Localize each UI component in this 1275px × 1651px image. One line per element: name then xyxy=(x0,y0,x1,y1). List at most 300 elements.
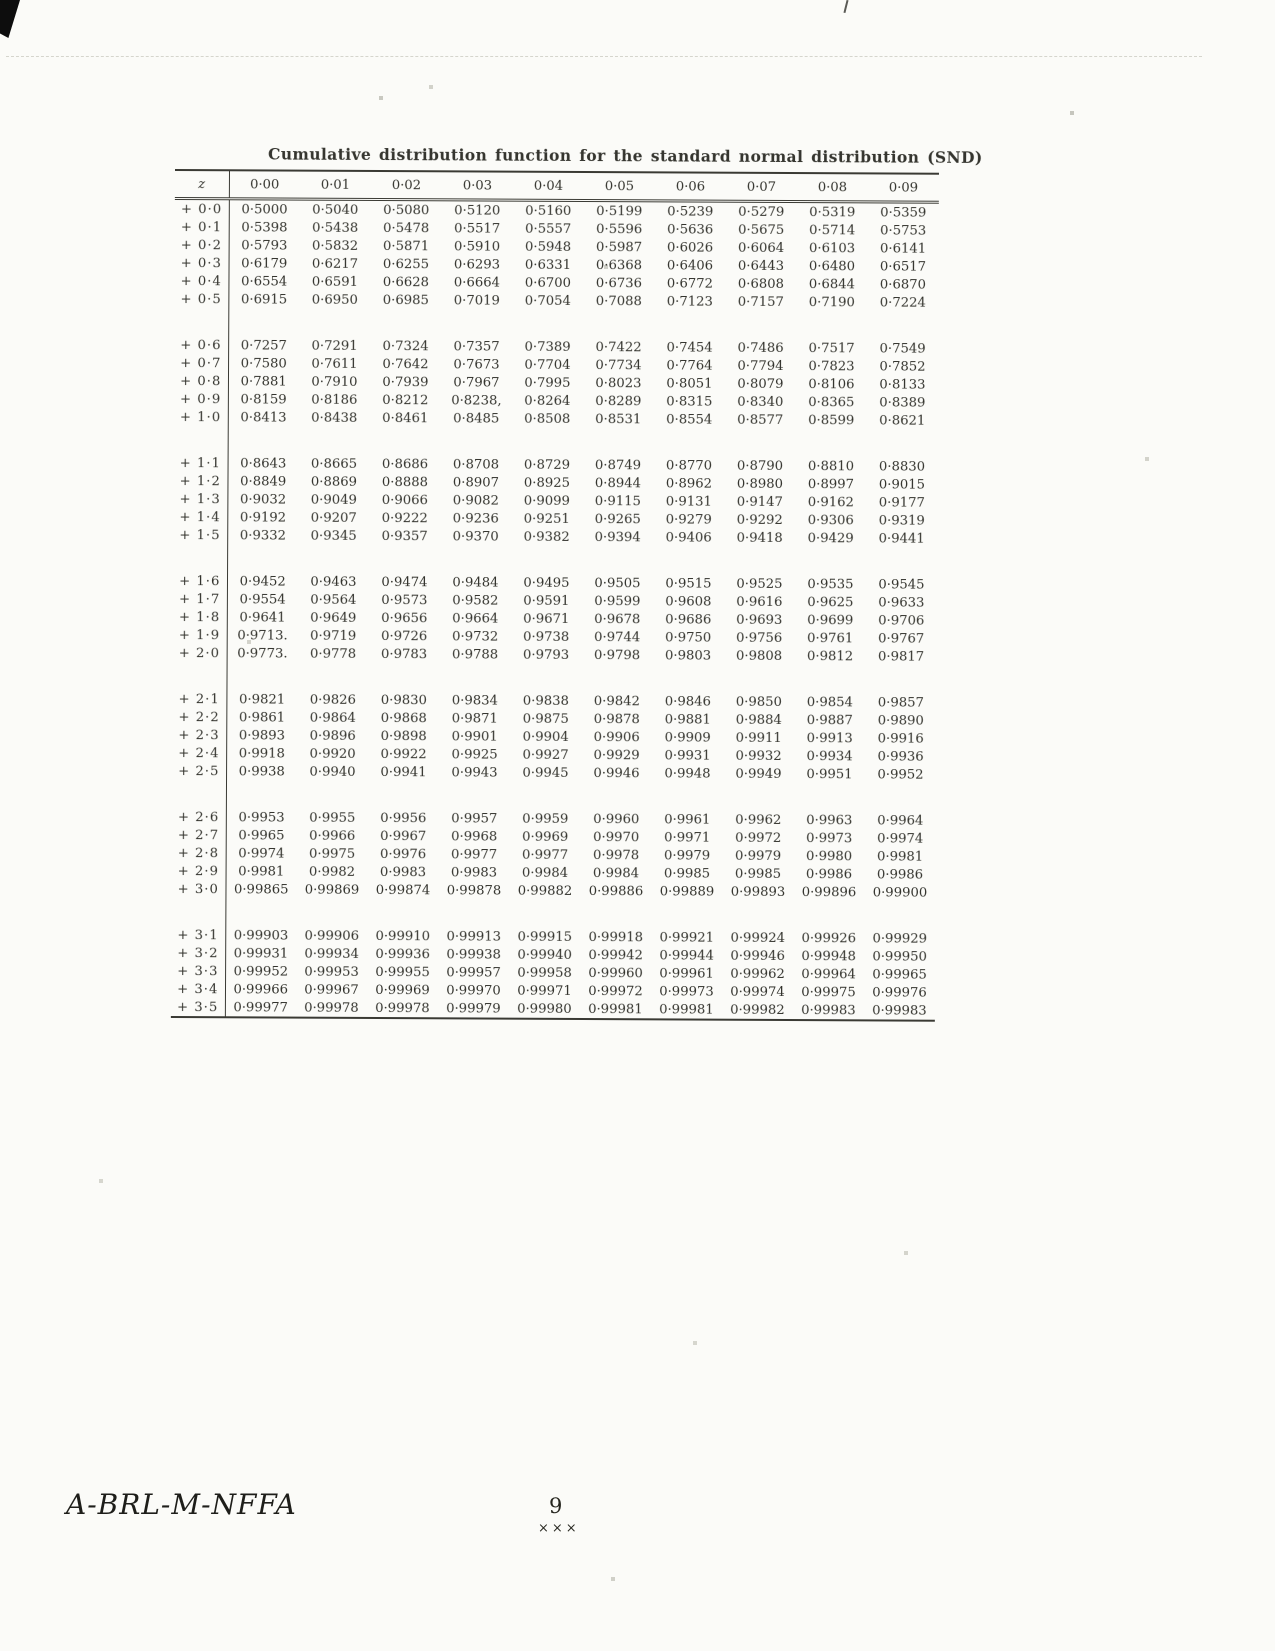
table-cell: 0·7910 xyxy=(311,374,358,390)
row-label-z: + 0·0 xyxy=(175,198,229,218)
table-title: Cumulative distribution function for the standard normal distribution (SND) xyxy=(268,144,983,167)
row-label-z: + 0·5 xyxy=(174,290,228,308)
table-cell: 0·9452 xyxy=(239,573,286,590)
table-cell: 0·5793 xyxy=(241,237,288,254)
table-cell: 0·8729 xyxy=(523,457,571,473)
table-cell: 0·9878 xyxy=(593,711,640,727)
table-cell: 0·9864 xyxy=(309,710,356,726)
table-cell: 0·8413 xyxy=(240,409,287,426)
table-cell: 0·9986 xyxy=(876,866,924,883)
table-cell: 0·9952 xyxy=(877,766,924,783)
table-cell: 0·99921 xyxy=(659,929,715,946)
column-header: 0·01 xyxy=(300,171,371,200)
table-cell: 0·9693 xyxy=(736,612,783,628)
table-cell: 0·9961 xyxy=(664,811,711,828)
table-cell: 0·7190 xyxy=(808,294,855,310)
row-label-z: + 1·7 xyxy=(173,590,227,608)
table-cell: 0·6443 xyxy=(737,258,785,274)
table-cell: 0·9948 xyxy=(664,765,711,782)
table-cell: 0·9951 xyxy=(806,766,853,782)
table-cell: 0·9986 xyxy=(805,866,853,882)
table-cell: 0·9573 xyxy=(381,592,428,608)
table-cell: 0·99978 xyxy=(296,999,367,1018)
table-cell: 0·5319 xyxy=(809,204,856,220)
table-cell: 0·9750 xyxy=(665,629,712,646)
table-cell: 0·9976 xyxy=(380,846,427,862)
table-cell: 0·9015 xyxy=(878,476,926,493)
row-label-z: + 1·1 xyxy=(174,454,228,472)
table-cell: 0·9868 xyxy=(380,710,427,726)
table-cell: 0·9846 xyxy=(664,693,712,710)
table-cell: 0·5478 xyxy=(383,220,430,236)
table-cell: 0·9265 xyxy=(594,511,641,527)
table-cell: 0·8461 xyxy=(382,410,429,426)
table-cell: 0·99970 xyxy=(446,982,501,999)
table-cell: 0·99882 xyxy=(517,883,573,899)
table-cell: 0·9834 xyxy=(451,692,499,709)
table-cell: 0·9406 xyxy=(665,529,712,546)
table-cell: 0·99950 xyxy=(872,948,927,965)
table-cell: 0·9177 xyxy=(878,494,925,511)
table-cell: 0·9394 xyxy=(594,529,641,545)
table-cell: 0·8238, xyxy=(451,392,502,409)
table-cell: 0·9699 xyxy=(807,612,854,628)
table-cell: 0·7794 xyxy=(737,358,784,374)
column-header: 0·02 xyxy=(371,171,442,200)
table-cell: 0·8023 xyxy=(595,375,642,391)
table-cell: 0·6808 xyxy=(737,276,785,292)
column-header: z xyxy=(175,170,229,199)
table-cell: 0·9719 xyxy=(310,628,357,644)
table-cell: 0·9938 xyxy=(238,763,285,780)
row-label-z: + 3·4 xyxy=(171,980,225,998)
table-cell: 0·7088 xyxy=(595,293,642,309)
table-cell: 0·99940 xyxy=(517,947,572,963)
table-cell: 0·9946 xyxy=(593,765,640,781)
table-cell: 0·6293 xyxy=(453,256,501,273)
table-cell: 0·6026 xyxy=(667,239,714,256)
table-cell: 0·9671 xyxy=(523,611,570,627)
footer-mark: ××× xyxy=(538,1521,580,1536)
table-cell: 0·9929 xyxy=(593,747,640,763)
table-cell: 0·7054 xyxy=(524,293,571,309)
table-cell: 0·99982 xyxy=(722,1001,793,1020)
row-label-z: + 1·3 xyxy=(173,490,227,508)
table-cell: 0·9783 xyxy=(381,646,428,662)
table-cell: 0·8577 xyxy=(737,412,784,428)
table-cell: 0·8289 xyxy=(595,393,642,409)
row-label-z: + 0·9 xyxy=(174,390,228,408)
table-cell: 0·7642 xyxy=(382,356,429,372)
table-cell: 0·9292 xyxy=(736,512,783,528)
table-cell: 0·8264 xyxy=(524,393,571,409)
table-cell: 0·9484 xyxy=(452,574,499,591)
table-cell: 0·8888 xyxy=(381,474,429,490)
table-cell: 0·9922 xyxy=(380,746,427,762)
table-cell: 0·8665 xyxy=(310,456,358,472)
table-cell: 0·9706 xyxy=(878,612,925,629)
table-cell: 0·99981 xyxy=(580,1000,651,1019)
table-cell: 0·9971 xyxy=(664,829,711,846)
table-cell: 0·99924 xyxy=(730,930,786,946)
table-cell: 0·6103 xyxy=(809,240,856,256)
table-cell: 0·7123 xyxy=(666,293,713,310)
table-cell: 0·9808 xyxy=(736,648,783,664)
table-cell: 0·9983 xyxy=(379,864,427,880)
table-cell: 0·7549 xyxy=(879,340,926,357)
table-cell: 0·6870 xyxy=(879,276,927,293)
table-cell: 0·9767 xyxy=(878,630,925,647)
table-cell: 0·6554 xyxy=(241,273,288,290)
table-cell: 0·9505 xyxy=(594,575,641,591)
table-cell: 0·99980 xyxy=(509,1000,580,1019)
table-cell: 0·99979 xyxy=(438,999,509,1018)
table-cell: 0·8315 xyxy=(666,393,713,410)
table-cell: 0·9934 xyxy=(806,748,853,764)
table-cell: 0·9649 xyxy=(310,610,357,626)
table-cell: 0·99938 xyxy=(446,946,501,963)
table-cell: 0·7324 xyxy=(382,338,429,354)
table-cell: 0·9962 xyxy=(735,812,782,828)
table-cell: 0·99955 xyxy=(375,964,430,980)
table-cell: 0·9909 xyxy=(664,729,711,746)
table-cell: 0·6915 xyxy=(241,291,288,308)
table-cell: 0·99889 xyxy=(659,883,715,900)
table-cell: 0·8810 xyxy=(807,458,855,474)
table-cell: 0·99966 xyxy=(233,981,289,998)
row-label-z: + 0·1 xyxy=(175,218,229,236)
table-cell: 0·7967 xyxy=(453,374,500,391)
table-cell: 0·99969 xyxy=(375,982,430,998)
table-cell: 0·9861 xyxy=(238,709,286,726)
table-cell: 0·99910 xyxy=(375,928,431,944)
table-cell: 0·5557 xyxy=(525,221,572,237)
table-cell: 0·99983 xyxy=(793,1001,864,1020)
table-cell: 0·99913 xyxy=(446,928,502,945)
table-cell: 0·9884 xyxy=(735,712,782,728)
table-cell: 0·7389 xyxy=(524,339,571,355)
table-header xyxy=(175,170,939,202)
table-cell: 0·9966 xyxy=(309,828,356,844)
column-header: 0·07 xyxy=(726,173,797,202)
table-cell: 0·8643 xyxy=(240,455,287,472)
row-label-z: + 3·1 xyxy=(171,926,225,944)
table-cell: 0·99978 xyxy=(367,999,438,1018)
table-cell: 0·5359 xyxy=(880,204,927,221)
table-cell: 0·9793 xyxy=(523,647,570,663)
row-label-z: + 1·2 xyxy=(173,472,227,490)
table-cell: 0·9713. xyxy=(237,627,288,644)
table-cell: 0·9916 xyxy=(877,730,924,747)
table-cell: 0·99958 xyxy=(517,965,572,981)
group-spacer xyxy=(172,780,936,812)
table-cell: 0·99948 xyxy=(801,948,856,964)
table-cell: 0·9979 xyxy=(664,847,711,864)
table-cell: 0·5279 xyxy=(738,204,785,220)
table-cell: 0·6700 xyxy=(524,275,572,291)
table-cell: 0·5714 xyxy=(809,222,856,238)
document-code: A-BRL-M-NFFA xyxy=(66,1488,297,1521)
snd-cdf-table xyxy=(171,169,939,1022)
table-cell: 0·5080 xyxy=(383,202,430,218)
table-cell: 0·8106 xyxy=(808,376,855,392)
row-label-z: + 1·8 xyxy=(173,608,227,626)
row-label-z: + 1·9 xyxy=(173,626,227,644)
page-number: 9 xyxy=(549,1494,563,1518)
table-cell: 0·9925 xyxy=(451,746,498,763)
table-cell: 0·9850 xyxy=(735,694,783,710)
table-cell: 0·8554 xyxy=(666,411,713,428)
table-cell: 0·99906 xyxy=(304,928,360,944)
table-cell: 0·9726 xyxy=(381,628,428,644)
table-cell: 0·8365 xyxy=(808,394,855,410)
table-cell: 0·9918 xyxy=(238,745,286,762)
table-cell: 0·9738 xyxy=(523,629,570,645)
table-cell: 0·9633 xyxy=(878,594,925,611)
table-cell: 0·7881 xyxy=(240,373,287,390)
table-cell: 0·9279 xyxy=(665,511,712,528)
table-cell: 0·5871 xyxy=(383,238,430,254)
table-cell: 0·8997 xyxy=(807,476,855,492)
table-cell: 0·9932 xyxy=(735,748,782,764)
table-cell: 0·9608 xyxy=(665,593,712,610)
table-cell: 0·9956 xyxy=(380,810,427,826)
table-cell: 0·9893 xyxy=(238,727,286,744)
table-cell: 0·9887 xyxy=(806,712,853,728)
table-cell: 0·9904 xyxy=(522,729,569,745)
table-cell: 0·99929 xyxy=(872,930,928,947)
table-cell: 0·6985 xyxy=(382,292,429,308)
table-cell: 0·9495 xyxy=(523,575,570,591)
table-cell: 0·9066 xyxy=(381,492,429,508)
table-cell: 0·9686 xyxy=(665,611,712,628)
table-cell: 0·99952 xyxy=(233,963,289,980)
table-cell: 0·9049 xyxy=(310,492,358,508)
table-cell: 0·9115 xyxy=(594,493,642,509)
table-cell: 0·8079 xyxy=(737,376,784,392)
table-cell: 0·9957 xyxy=(451,810,498,827)
group-spacer xyxy=(171,898,935,930)
table-cell: 0·9967 xyxy=(380,828,427,844)
group-spacer xyxy=(173,544,937,576)
table-cell: 0·9980 xyxy=(806,848,853,864)
table-cell: 0·9382 xyxy=(523,529,570,545)
table-cell: 0·8133 xyxy=(879,376,926,393)
table-cell: 0·8159 xyxy=(240,391,287,408)
table-cell: 0·6517 xyxy=(879,258,927,275)
table-cell: 0·99977 xyxy=(225,998,296,1017)
table-cell: 0·5000 xyxy=(241,201,288,218)
table-cell: 0·9985 xyxy=(663,865,711,882)
table-cell: 0·9911 xyxy=(735,730,782,746)
table-cell: 0·9222 xyxy=(381,510,428,526)
table-cell: 0·99869 xyxy=(304,882,360,898)
table-cell: 0·6255 xyxy=(382,256,430,272)
table-cell: 0·99934 xyxy=(304,946,359,962)
table-cell: 0·99896 xyxy=(801,884,857,900)
table-cell: 0·8790 xyxy=(736,458,784,474)
table-cell: 0·9941 xyxy=(380,764,427,780)
table-cell: 0·7580 xyxy=(240,355,287,372)
table-cell: 0·9960 xyxy=(593,811,640,827)
table-cell: 0·9082 xyxy=(452,492,500,509)
table-cell: 0·6331 xyxy=(524,257,572,273)
table-cell: 0·7257 xyxy=(240,337,288,354)
table-cell: 0·9968 xyxy=(451,828,498,845)
table-cell: 0·7852 xyxy=(879,358,926,375)
table-cell: 0·6664 xyxy=(453,274,501,291)
table-cell: 0·9983 xyxy=(450,864,498,881)
table-cell: 0·9985 xyxy=(734,866,782,882)
table-cell: 0·99983 xyxy=(864,1001,935,1020)
table-cell: 0·8749 xyxy=(594,457,642,473)
table-cell: 0·9981 xyxy=(238,863,285,880)
table-cell: 0·8485 xyxy=(453,410,500,427)
table-cell: 0·5753 xyxy=(880,222,927,239)
row-label-z: + 3·2 xyxy=(171,944,225,962)
table-cell: 0·99886 xyxy=(588,883,644,899)
table-cell: 0·9147 xyxy=(736,494,783,510)
table-cell: 0·5948 xyxy=(525,239,572,255)
table-cell: 0·9761 xyxy=(807,630,854,646)
table-cell: 0·9940 xyxy=(309,764,356,780)
table-row xyxy=(171,998,935,1021)
table-cell: 0·7454 xyxy=(666,339,713,356)
table-cell: 0·7611 xyxy=(311,356,358,372)
row-label-z: + 0·8 xyxy=(174,372,228,390)
table-cell: 0·9515 xyxy=(665,575,712,592)
table-cell: 0·99926 xyxy=(801,930,857,946)
row-label-z: + 2·0 xyxy=(173,644,227,662)
table-cell: 0·8925 xyxy=(523,475,571,491)
table-cell: 0·8869 xyxy=(310,474,358,490)
table-cell: 0·6064 xyxy=(738,240,785,256)
table-cell: 0·9732 xyxy=(452,628,499,645)
table-cell: 0·9890 xyxy=(877,712,924,729)
table-cell: 0·99964 xyxy=(801,966,856,982)
table-cell: 0·9664 xyxy=(452,610,499,627)
table-cell: 0·99931 xyxy=(233,945,289,962)
table-cell: 0·9975 xyxy=(309,846,356,862)
column-header: 0·00 xyxy=(229,170,300,199)
table-cell: 0·9974 xyxy=(877,830,924,847)
table-cell: 0·9429 xyxy=(807,530,854,546)
table-cell: 0·5910 xyxy=(454,238,501,255)
table-cell: 0·9959 xyxy=(522,811,569,827)
table-cell: 0·8849 xyxy=(240,473,287,490)
row-label-z: + 0·2 xyxy=(175,236,229,254)
table-cell: 0·9798 xyxy=(594,647,641,663)
table-cell: 0·7734 xyxy=(595,357,642,373)
table-cell: 0·9817 xyxy=(878,648,925,665)
table-cell: 0·7291 xyxy=(311,338,358,354)
table-cell: 0·7673 xyxy=(453,356,500,373)
row-label-z: + 1·0 xyxy=(174,408,228,426)
table-cell: 0·9838 xyxy=(522,693,570,709)
table-cell: 0·9896 xyxy=(309,728,356,744)
column-header: 0·03 xyxy=(442,171,513,200)
column-header: 0·05 xyxy=(584,172,655,201)
group-spacer xyxy=(172,662,936,694)
column-header: 0·09 xyxy=(868,173,939,202)
table-cell: 0·99865 xyxy=(233,881,289,898)
table-cell: 0·8770 xyxy=(665,457,713,474)
table-cell: 0·9955 xyxy=(309,810,356,826)
table-cell: 0·8531 xyxy=(595,411,642,427)
table-cell: 0·9251 xyxy=(523,511,570,527)
table-cell: 0·9357 xyxy=(381,528,428,544)
table-cell: 0·99981 xyxy=(651,1000,722,1019)
table-cell: 0·9931 xyxy=(664,747,711,764)
table-cell: 0·99893 xyxy=(730,884,786,900)
table-cell: 0·99972 xyxy=(588,983,643,999)
table-cell: 0·9913 xyxy=(806,730,853,746)
table-cell: 0·9901 xyxy=(451,728,498,745)
table-cell: 0·8438 xyxy=(311,410,358,426)
table-cell: 0·9778 xyxy=(310,646,357,662)
table-cell: 0·9973 xyxy=(806,830,853,846)
table-cell: 0·9830 xyxy=(380,692,428,708)
table-cell: 0·9974 xyxy=(238,845,285,862)
row-label-z: + 2·9 xyxy=(172,862,226,880)
table-cell: 0·9979 xyxy=(735,848,782,864)
column-header: 0·06 xyxy=(655,172,726,201)
table-cell: 0·9965 xyxy=(238,827,285,844)
table-cell: 0·9964 xyxy=(877,812,924,829)
table-cell: 0·8962 xyxy=(665,475,713,492)
table-cell: 0·7357 xyxy=(453,338,500,355)
table-cell: 0·9463 xyxy=(310,574,357,590)
table-cell: 0·9927 xyxy=(522,747,569,763)
table-cell: 0·7823 xyxy=(808,358,855,374)
table-cell: 0·99976 xyxy=(872,984,927,1001)
row-label-z: + 0·3 xyxy=(175,254,229,272)
table-cell: 0·9881 xyxy=(664,711,711,728)
group-spacer xyxy=(174,426,938,458)
table-cell: 0·8599 xyxy=(808,412,855,428)
table-cell: 0·9756 xyxy=(736,630,783,646)
table-cell: 0·6591 xyxy=(311,274,359,290)
table-cell: 0·99953 xyxy=(304,964,359,980)
row-label-z: + 1·6 xyxy=(173,572,227,590)
table-cell: 0·7224 xyxy=(879,294,926,311)
table-cell: 0·9616 xyxy=(736,594,783,610)
table-cell: 0·7764 xyxy=(666,357,713,374)
table-cell: 0·8980 xyxy=(736,476,784,492)
table-cell: 0·8508 xyxy=(524,411,571,427)
table-cell: 0·9981 xyxy=(877,848,924,865)
table-cell: 0·99971 xyxy=(517,983,572,999)
table-cell: 0·9920 xyxy=(309,746,356,762)
table-cell: 0·9773. xyxy=(237,645,288,662)
table-cell: 0·9162 xyxy=(807,494,854,510)
table-cell: 0·9099 xyxy=(523,493,571,509)
table-cell: 0·5675 xyxy=(738,222,785,238)
table-cell: 0·8340 xyxy=(737,394,784,410)
table-cell: 0·99974 xyxy=(730,984,785,1000)
row-label-z: + 1·4 xyxy=(173,508,227,526)
table-cell: 0·7019 xyxy=(453,292,500,309)
table-cell: 0·8708 xyxy=(452,456,500,473)
table-cell: 0·9474 xyxy=(381,574,428,590)
table-cell: 0·7517 xyxy=(808,340,855,356)
table-cell: 0·8186 xyxy=(311,392,358,408)
table-cell: 0·5239 xyxy=(667,203,714,220)
table-cell: 0·9842 xyxy=(593,693,641,709)
table-cell: 0·7486 xyxy=(737,340,784,356)
table-body xyxy=(171,198,939,1020)
table-cell: 0·5438 xyxy=(312,220,359,236)
